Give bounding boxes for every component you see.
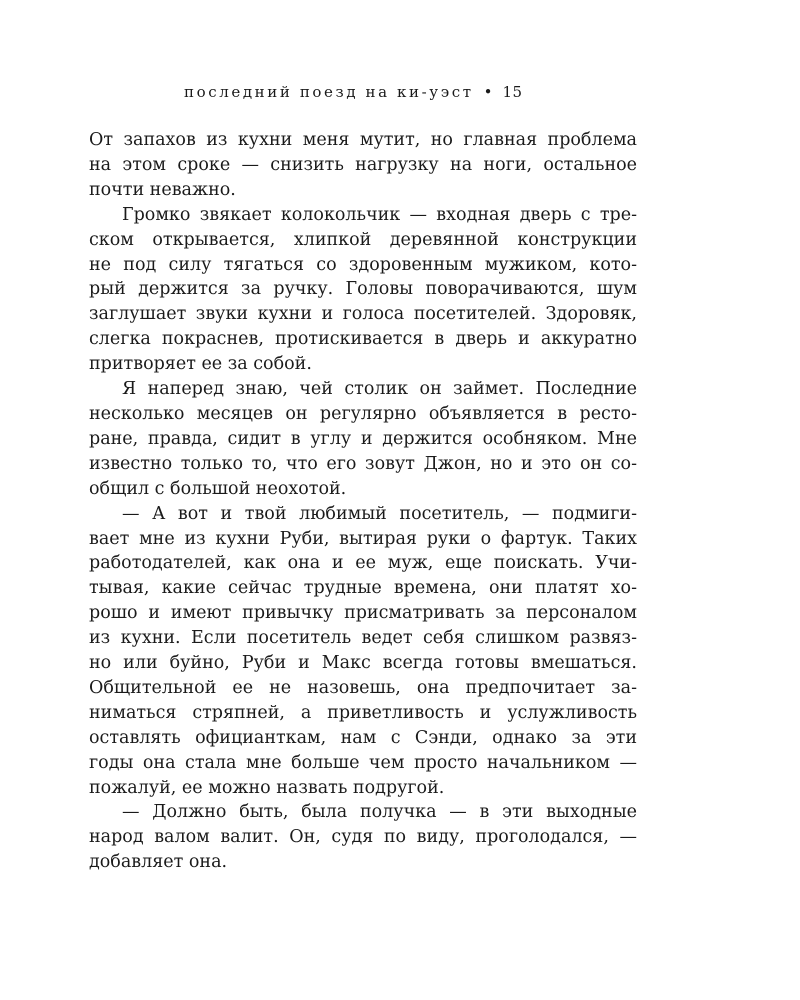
paragraph (89, 128, 637, 203)
text-line: ране, правда, сидит в углу и держится особняком. Мне (89, 428, 637, 449)
text-line: — Должно быть, была получка — в эти выходные (122, 802, 637, 823)
text-line: добавляет она. (89, 852, 228, 873)
text-line: рошо и имеют привычку присматривать за персоналом (89, 603, 637, 624)
text-line: — А вот и твой любимый посетитель, — подмиги- (122, 503, 637, 524)
text-line: ском открывается, хлипкой деревянной конструкции (89, 229, 637, 250)
text-line: общил с большой неохотой. (89, 478, 347, 499)
page-number: 15 (502, 83, 523, 101)
running-title: последний поезд на ки-уэст (184, 83, 474, 101)
text-line: работодателей, как она и ее муж, еще поискать. Учи- (89, 553, 637, 574)
text-line: народ валом валит. Он, судя по виду, проголодался, — (89, 827, 637, 848)
text-line: на этом сроке — снизить нагрузку на ноги, остальное (89, 154, 637, 175)
paragraph (89, 502, 637, 801)
running-head (184, 82, 523, 102)
text-line: годы она стала мне больше чем просто начальником — (89, 752, 637, 773)
text-line: заглушает звуки кухни и голоса посетителей. Здоровяк, (89, 304, 637, 325)
paragraph (89, 377, 637, 502)
text-line: Общительной ее не назовешь, она предпочитает за- (89, 677, 637, 698)
paragraph (89, 800, 637, 875)
text-line: ниматься стряпней, а приветливость и услужливость (89, 702, 637, 723)
text-line: тывая, какие сейчас трудные времена, они платят хо- (89, 578, 637, 599)
text-line: рый держится за ручку. Головы поворачиваются, шум (89, 279, 637, 300)
text-line: слегка покраснев, протискивается в дверь и аккуратно (89, 329, 637, 350)
text-line: из кухни. Если посетитель ведет себя слишком развяз- (89, 628, 637, 649)
text-line: но или буйно, Руби и Макс всегда готовы вмешаться. (89, 653, 637, 674)
text-line: оставлять официанткам, нам с Сэнди, однако за эти (89, 727, 637, 748)
text-line: пожалуй, ее можно назвать подругой. (89, 777, 445, 798)
text-line: почти неважно. (89, 179, 236, 200)
body-text (89, 128, 637, 875)
text-line: несколько месяцев он регулярно объявляется в ресто- (89, 403, 637, 424)
text-line: притворяет ее за собой. (89, 354, 312, 375)
paragraph (89, 203, 637, 377)
text-line: Громко звякает колокольчик — входная дверь с тре- (122, 204, 637, 225)
text-line: не под силу тягаться со здоровенным мужиком, кото- (89, 254, 637, 275)
text-line: известно только то, что его зовут Джон, но и это он со- (89, 453, 637, 474)
text-line: вает мне из кухни Руби, вытирая руки о фартук. Таких (89, 528, 637, 549)
text-line: От запахов из кухни меня мутит, но главная проблема (89, 130, 637, 150)
bullet-separator: • (483, 83, 493, 101)
text-line: Я наперед знаю, чей столик он займет. Последние (122, 379, 637, 400)
